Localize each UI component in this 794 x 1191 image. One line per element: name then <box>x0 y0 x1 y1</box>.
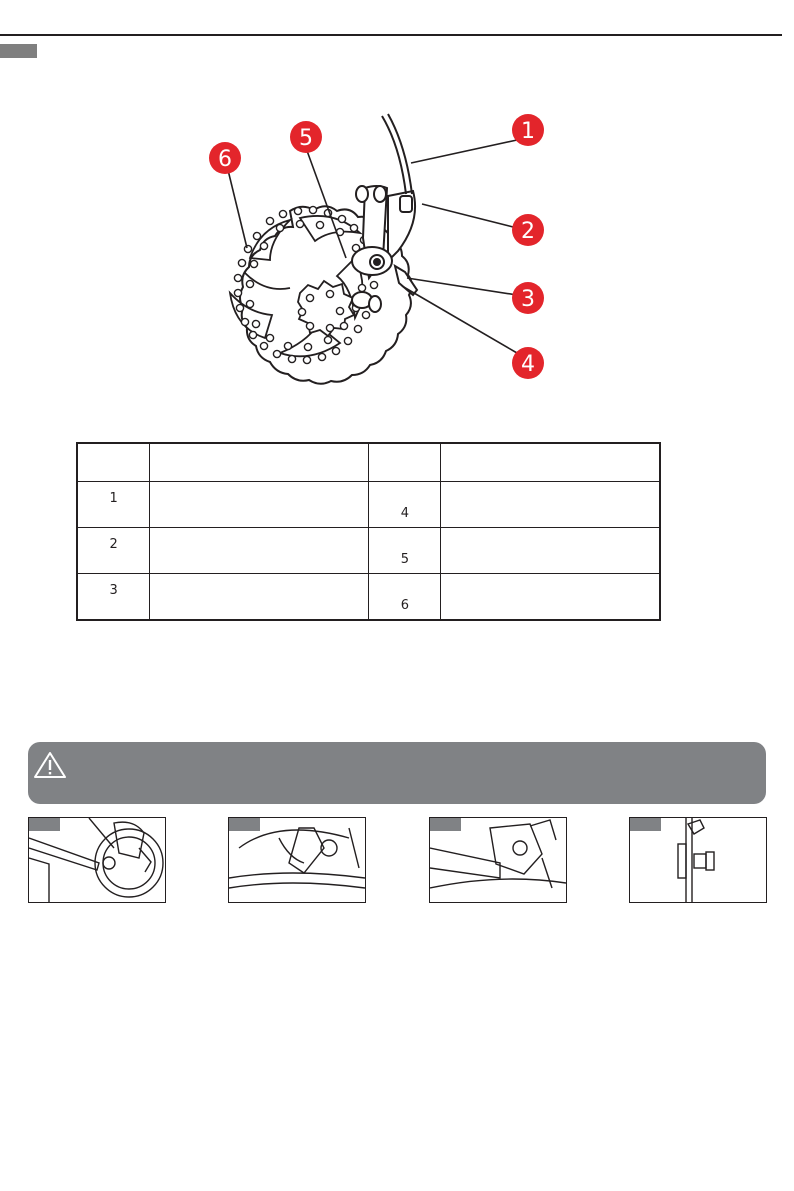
header-name-right <box>441 443 660 482</box>
svg-text:3: 3 <box>521 287 535 312</box>
table-row <box>77 528 660 574</box>
callout-2 <box>512 214 544 246</box>
warning-triangle-icon <box>32 750 68 784</box>
part-name <box>441 574 660 621</box>
part-name <box>150 574 369 621</box>
part-number: 3 <box>77 574 150 621</box>
part-number: 1 <box>77 482 150 528</box>
svg-text:1: 1 <box>521 119 535 144</box>
step-image-2 <box>228 817 366 903</box>
step-image-4 <box>629 817 767 903</box>
parts-table <box>76 442 661 621</box>
step-image-3 <box>429 817 567 903</box>
disc-brake-diagram <box>190 108 570 440</box>
svg-text:4: 4 <box>521 352 535 377</box>
part-name <box>150 528 369 574</box>
callout-5 <box>290 121 322 153</box>
svg-text:6: 6 <box>218 147 232 172</box>
section-tab <box>0 44 37 58</box>
disc-brake-illustration <box>190 108 570 440</box>
step-image-1 <box>28 817 166 903</box>
part-number: 5 <box>369 528 441 574</box>
svg-text:5: 5 <box>299 126 313 151</box>
step-tag <box>630 818 661 831</box>
part-number: 6 <box>369 574 441 621</box>
part-name <box>441 482 660 528</box>
callout-6 <box>209 142 241 174</box>
svg-text:2: 2 <box>521 219 535 244</box>
warning-banner <box>28 742 766 804</box>
header-no-right <box>369 443 441 482</box>
part-name <box>150 482 369 528</box>
step-tag <box>430 818 461 831</box>
part-number: 4 <box>369 482 441 528</box>
table-row <box>77 482 660 528</box>
header-no-left <box>77 443 150 482</box>
top-rule <box>0 34 782 36</box>
header-name-left <box>150 443 369 482</box>
callout-3 <box>512 282 544 314</box>
part-name <box>441 528 660 574</box>
table-row <box>77 574 660 621</box>
table-header-row <box>77 443 660 482</box>
callout-1 <box>512 114 544 146</box>
step-tag <box>29 818 60 831</box>
step-tag <box>229 818 260 831</box>
part-number: 2 <box>77 528 150 574</box>
callout-4 <box>512 347 544 379</box>
